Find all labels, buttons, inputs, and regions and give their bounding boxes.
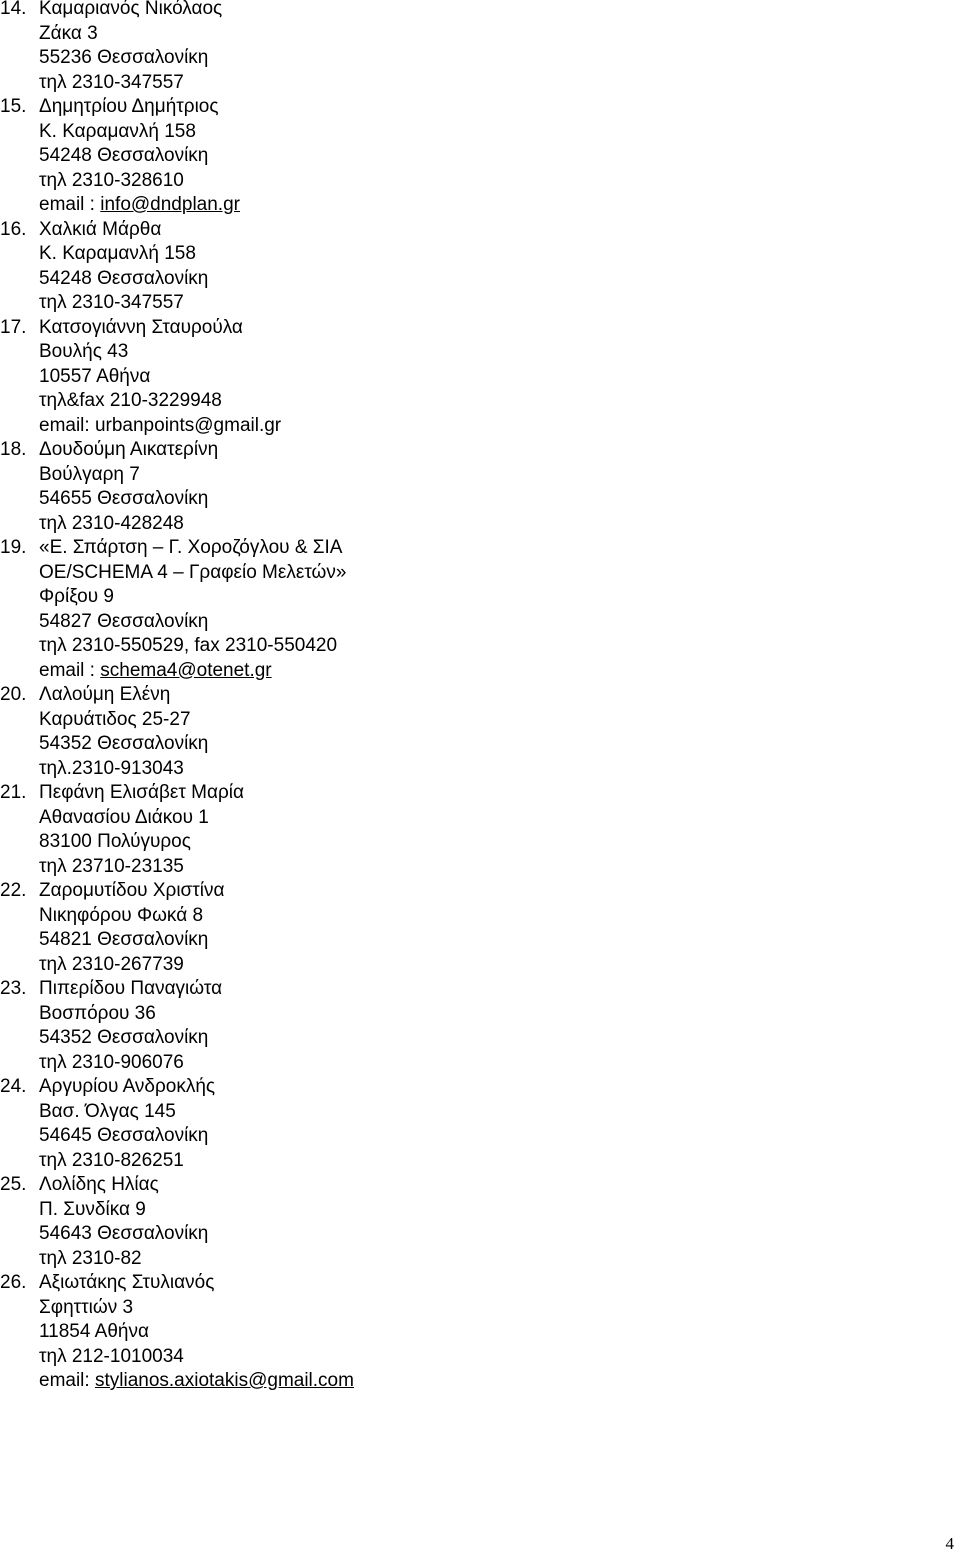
contact-entry	[0, 1173, 900, 1271]
contact-entry	[0, 781, 900, 879]
email-prefix: email :	[39, 194, 101, 215]
line-text: 54655 Θεσσαλονίκη	[39, 488, 209, 509]
contact-detail-line	[0, 1198, 900, 1223]
line-text: Ζαρομυτίδου Χριστίνα	[39, 880, 225, 901]
contact-entry	[0, 0, 900, 95]
contact-entry	[0, 316, 900, 439]
contact-detail-line	[0, 267, 900, 292]
line-text: τηλ 212-1010034	[39, 1345, 184, 1367]
contact-entry	[0, 1075, 900, 1173]
contact-detail-line	[0, 708, 900, 733]
contact-detail-line	[0, 340, 900, 365]
line-text: 54352 Θεσσαλονίκη	[39, 733, 209, 754]
line-text: 54248 Θεσσαλονίκη	[39, 267, 209, 289]
entry-number: 15.	[0, 96, 27, 117]
line-text: Πεφάνη Ελισάβετ Μαρία	[39, 782, 244, 803]
contact-entry	[0, 977, 900, 1075]
contact-detail-line	[0, 1124, 900, 1149]
line-text: Λολίδης Ηλίας	[39, 1174, 159, 1195]
contact-detail-line	[0, 512, 900, 537]
line-text: ΟΕ/SCHEMA 4 – Γραφείο Μελετών»	[39, 561, 347, 583]
entry-number: 26.	[0, 1272, 27, 1293]
line-text: Βούλγαρη 7	[39, 463, 140, 485]
line-text: Σφηττιών 3	[39, 1296, 134, 1318]
contact-name	[0, 218, 900, 243]
entry-number: 25.	[0, 1174, 27, 1195]
contact-name	[0, 683, 900, 708]
entry-number: 16.	[0, 218, 27, 240]
line-text: Κατσογιάννη Σταυρούλα	[39, 316, 243, 338]
contact-detail-line	[0, 291, 900, 316]
line-text: Καμαριανός Νικόλαος	[39, 0, 223, 19]
contact-name	[0, 536, 900, 561]
contact-detail-line	[0, 463, 900, 488]
contact-detail-line	[0, 561, 900, 586]
contact-name	[0, 879, 900, 904]
contact-entry	[0, 536, 900, 683]
entry-number: 14.	[0, 0, 27, 19]
page-number: 4	[945, 1534, 954, 1553]
entry-number: 18.	[0, 439, 27, 460]
line-text: 54352 Θεσσαλονίκη	[39, 1027, 209, 1048]
line-text: 10557 Αθήνα	[39, 365, 151, 387]
contact-detail-line	[0, 1100, 900, 1125]
email-prefix: email:	[39, 1370, 95, 1391]
line-text: Δουδούμη Αικατερίνη	[39, 439, 219, 460]
contact-detail-line	[0, 1149, 900, 1174]
contact-name	[0, 1173, 900, 1198]
contact-detail-line	[0, 414, 900, 439]
contact-detail-line	[0, 1247, 900, 1272]
contact-detail-line	[0, 732, 900, 757]
line-text: Δημητρίου Δημήτριος	[39, 96, 219, 117]
contact-name	[0, 1271, 900, 1296]
email-link[interactable]: stylianos.axiotakis@gmail.com	[94, 1370, 354, 1391]
contact-detail-line	[0, 830, 900, 855]
line-text: «Ε. Σπάρτση – Γ. Χοροζόγλου & ΣΙΑ	[39, 537, 343, 558]
line-text: τηλ 2310-347557	[39, 71, 184, 93]
entry-number: 19.	[0, 537, 27, 558]
contact-detail-line	[0, 1051, 900, 1076]
line-text: τηλ 2310-550529, fax 2310-550420	[39, 635, 338, 656]
contact-detail-line	[0, 953, 900, 978]
contact-detail-line	[0, 904, 900, 929]
line-text: Βουλής 43	[39, 341, 129, 362]
line-text: Κ. Καραμανλή 158	[39, 120, 196, 142]
email-prefix: email :	[39, 659, 101, 681]
contact-name	[0, 438, 900, 463]
line-text: Λαλούμη Ελένη	[39, 684, 171, 705]
line-text: 11854 Αθήνα	[39, 1321, 149, 1342]
contact-detail-line	[0, 389, 900, 414]
contact-detail-line	[0, 71, 900, 96]
line-text: 54248 Θεσσαλονίκη	[39, 145, 209, 166]
line-text: τηλ 2310-328610	[39, 169, 184, 191]
contact-detail-line	[0, 610, 900, 635]
contact-detail-line	[0, 22, 900, 47]
contact-name	[0, 781, 900, 806]
entry-number: 24.	[0, 1076, 27, 1097]
line-text: τηλ.2310-913043	[39, 757, 184, 779]
contact-detail-line	[0, 46, 900, 71]
email-line	[0, 1369, 900, 1394]
line-text: τηλ 2310-428248	[39, 512, 184, 534]
line-text: Πιπερίδου Παναγιώτα	[39, 978, 223, 999]
line-text: Νικηφόρου Φωκά 8	[39, 904, 204, 926]
line-text: 54821 Θεσσαλονίκη	[39, 929, 209, 950]
line-text: τηλ&fax 210-3229948	[39, 390, 222, 411]
line-text: τηλ 2310-826251	[39, 1149, 184, 1171]
line-text: 83100 Πολύγυρος	[39, 831, 191, 852]
entry-number: 22.	[0, 880, 27, 901]
contact-detail-line	[0, 1296, 900, 1321]
contact-name	[0, 1075, 900, 1100]
contact-detail-line	[0, 242, 900, 267]
line-text: Κ. Καραμανλή 158	[39, 243, 196, 264]
line-text: Αργυρίου Ανδροκλής	[39, 1076, 216, 1097]
contact-detail-line	[0, 928, 900, 953]
contact-detail-line	[0, 1320, 900, 1345]
contact-detail-line	[0, 144, 900, 169]
contact-entry	[0, 683, 900, 781]
line-text: Βοσπόρου 36	[39, 1002, 156, 1024]
line-text: 54645 Θεσσαλονίκη	[39, 1125, 209, 1146]
entry-number: 20.	[0, 684, 27, 705]
contact-detail-line	[0, 487, 900, 512]
email-line	[0, 659, 900, 684]
contact-detail-line	[0, 169, 900, 194]
line-text: τηλ 2310-82	[39, 1247, 142, 1269]
line-text: 54643 Θεσσαλονίκη	[39, 1223, 209, 1244]
contact-detail-line	[0, 1222, 900, 1247]
contact-entry	[0, 879, 900, 977]
line-text: 55236 Θεσσαλονίκη	[39, 47, 209, 68]
entry-number: 21.	[0, 782, 27, 803]
contact-detail-line	[0, 634, 900, 659]
line-text: Καρυάτιδος 25-27	[39, 708, 191, 730]
line-text: Χαλκιά Μάρθα	[39, 218, 162, 240]
entry-number: 17.	[0, 316, 27, 338]
entry-number: 23.	[0, 978, 27, 999]
line-text: τηλ 2310-267739	[39, 953, 184, 975]
contact-detail-line	[0, 1345, 900, 1370]
line-text: Φρίξου 9	[39, 586, 114, 607]
line-text: Βασ. Όλγας 145	[39, 1100, 176, 1122]
contact-detail-line	[0, 585, 900, 610]
line-text: τηλ 2310-906076	[39, 1051, 184, 1073]
contact-detail-line	[0, 120, 900, 145]
line-text: Ζάκα 3	[39, 22, 98, 44]
line-text: 54827 Θεσσαλονίκη	[39, 610, 209, 632]
line-text: Αθανασίου Διάκου 1	[39, 806, 209, 828]
contact-name	[0, 0, 900, 22]
contact-name	[0, 977, 900, 1002]
line-text: τηλ 2310-347557	[39, 292, 184, 313]
line-text: email: urbanpoints@gmail.gr	[39, 414, 282, 436]
contact-entry	[0, 218, 900, 316]
contact-name	[0, 95, 900, 120]
contact-detail-line	[0, 1026, 900, 1051]
contact-detail-line	[0, 757, 900, 782]
contact-detail-line	[0, 806, 900, 831]
email-link[interactable]: schema4@otenet.gr	[100, 659, 272, 681]
email-line	[0, 193, 900, 218]
contact-entry	[0, 95, 900, 218]
contact-entry	[0, 438, 900, 536]
contact-detail-line	[0, 1002, 900, 1027]
line-text: τηλ 23710-23135	[39, 855, 184, 877]
contact-detail-line	[0, 365, 900, 390]
line-text: Αξιωτάκης Στυλιανός	[39, 1272, 215, 1293]
line-text: Π. Συνδίκα 9	[39, 1198, 146, 1220]
contact-entry	[0, 1271, 900, 1394]
contact-name	[0, 316, 900, 341]
contact-detail-line	[0, 855, 900, 880]
email-link[interactable]: info@dndplan.gr	[100, 194, 240, 215]
